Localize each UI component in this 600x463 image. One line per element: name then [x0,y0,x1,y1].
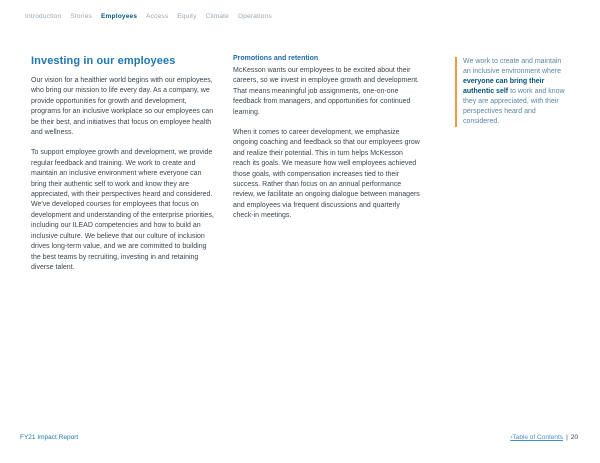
column-promotions [233,55,421,232]
nav-item-introduction[interactable]: Introduction [25,13,62,20]
paragraph-careers: McKesson wants our employees to be excited about their careers, so we invest in employee growth and development. That means meaningful job assignments, one-on-one feedback from managers, and opportunities for continued learning. [233,67,419,116]
pullquote [455,57,567,127]
table-of-contents-link[interactable]: ›Table of Contents [510,434,564,441]
footer-separator: | [566,434,568,441]
page-title: Investing in our employees [31,55,176,67]
nav-item-stories[interactable]: Stories [70,13,93,20]
footer-right-group [510,434,578,441]
nav-item-equity[interactable]: Equity [177,13,197,20]
paragraph-vision: Our vision for a healthier world begins with our employees, who bring our mission to life every day. As a company, we provide opportunities for growth and development, programs for an inclusive workplace so our employees can be their best, and initiatives that focus on employee health and wellness. [31,77,214,137]
nav-item-operations[interactable]: Operations [238,13,272,20]
pullquote-text-bold: everyone can bring their authentic self [463,78,545,95]
section-heading-promotions: Promotions and retention [233,55,319,62]
nav-item-climate[interactable]: Climate [205,13,229,20]
paragraph-growth-development: To support employee growth and development, we provide regular feedback and training. We work to create and maintain an inclusive environment where everyone can bring their authentic self to work and know they are appreciated, with their perspectives heard and considered. We've developed courses for employees that focus on development and understanding of the enterprise priorities, including our ILEAD competencies and how to build an inclusive culture. We believe that our culture of inclusion drives long-term value, and we are committed to building the best teams by recruiting, investing in and retaining diverse talent. [31,149,214,271]
top-navigation [25,13,272,20]
footer-report-title-link[interactable]: FY21 Impact Report [20,434,79,441]
pullquote-text-pre: We work to create and maintain an inclusive environment where [463,58,562,75]
nav-item-access[interactable]: Access [146,13,169,20]
column-investing [31,55,217,283]
page-footer [20,434,578,441]
page-number: 20 [570,434,578,441]
pullquote-text-post: to work and know they are appreciated, with their perspectives heard and considered. [463,88,565,125]
nav-item-employees[interactable]: Employees [101,13,138,20]
paragraph-career-development: When it comes to career development, we emphasize ongoing coaching and feedback so that our employees grow and realize their potential. This in turn helps McKesson reach its goals. We measure how well employees achieved those goals, with compensation increases tied to their success. Rather than focus on an annual performance review, we facilitate an ongoing dialogue between managers and employees via frequent discussions and quarterly check-in meetings. [233,129,420,220]
